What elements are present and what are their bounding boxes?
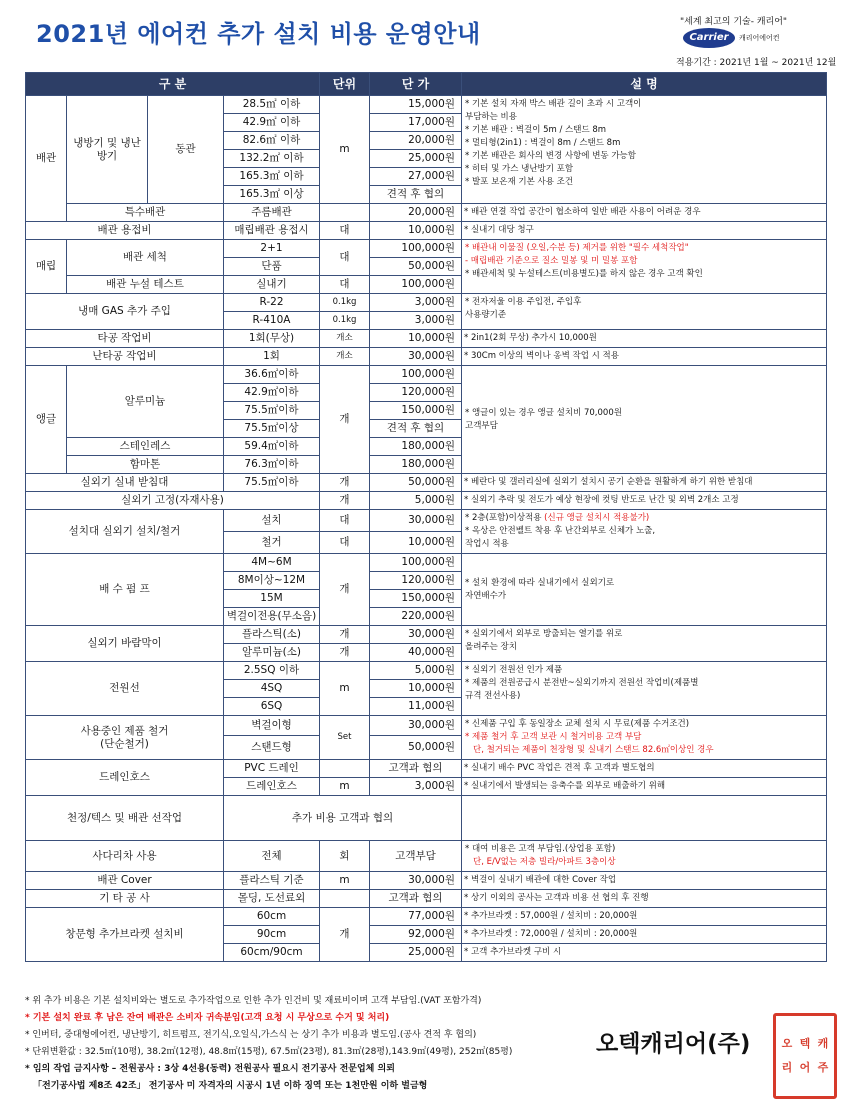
table-row: 타공 작업비 1회(무상) 개소 10,000원 * 2in1(2회 무상) 추가시 10,000원 <box>26 330 827 348</box>
table-row: 실외기 바람막이 플라스틱(소) 개 30,000원 * 실외기에서 외부로 방출되는 열기를 위로 올려주는 장치 <box>26 626 827 644</box>
page-title: 2021년 에어컨 추가 설치 비용 운영안내 <box>36 20 481 48</box>
table-row: 창문형 추가브라켓 설치비 60cm 개 77,000원 * 추가브라켓 : 57,000원 / 설치비 : 20,000원 <box>26 908 827 926</box>
table-row: 60cm/90cm 25,000원 * 고객 추가브라켓 구비 시 <box>26 944 827 962</box>
table-row: 스테인레스 59.4㎡이하 180,000원 <box>26 438 827 456</box>
header-category: 구 분 <box>26 73 320 96</box>
table-row: 배관 용접비 매립배관 용접시 대 10,000원 * 실내기 대당 청구 <box>26 222 827 240</box>
table-row: 드레인호스 PVC 드레인 고객과 협의 * 실내기 배수 PVC 작업은 견적 후 고객과 별도협의 <box>26 760 827 778</box>
slogan: "세계 최고의 기술- 캐리어" <box>680 17 788 27</box>
table-row <box>26 96 827 114</box>
period: 적용기간 : 2021년 1월 ~ 2021년 12월 <box>676 58 837 68</box>
footnote: 「전기공사법 제8조 42조」 전기공사 미 자격자의 시공시 1년 이하 징역 또는 1천만원 이하 벌금형 <box>33 1081 428 1091</box>
table-row: 사용중인 제품 철거 (단순철거) 벽걸이형 Set 30,000원 * 신제품 구입 후 동일장소 교체 설치 시 무료(제품 수거조건) * 제품 철거 후 고객 보관 시 철거비용 고객 부담 단, 철거되는 제품이 천장형 및 실내기 스탠드 82.6㎡이상인 경우 <box>26 716 827 736</box>
table-row: 165.3㎡ 이상 견적 후 협의 <box>26 186 827 204</box>
table-row: 알루미늄(소) 개 40,000원 <box>26 644 827 662</box>
price-table <box>25 72 827 962</box>
table-row: 기 타 공 사 몰딩, 도선료외 고객과 협의 * 상기 이외의 공사는 고객과 비용 선 협의 후 진행 <box>26 890 827 908</box>
table-row: 단품 50,000원 <box>26 258 827 276</box>
table-row: 배관 Cover 플라스틱 기준 m 30,000원 * 벽걸이 실내기 배관에 대한 Cover 작업 <box>26 872 827 890</box>
table-row: 철거 대 10,000원 <box>26 532 827 554</box>
table-row: 82.6㎡ 이하 20,000원 <box>26 132 827 150</box>
table-row: 실외기 실내 받침대 75.5㎡이하 개 50,000원 * 베란다 및 갤러리실에 실외기 설치시 공기 순환을 원활하게 하기 위한 받침대 <box>26 474 827 492</box>
table-row: 난타공 작업비 1회 개소 30,000원 * 30Cm 이상의 벽이나 옹벽 작업 시 적용 <box>26 348 827 366</box>
footnote: * 기본 설치 완료 후 남은 잔여 배관은 소비자 귀속분임(고객 요청 시 무상으로 수거 및 처리) <box>25 1013 390 1023</box>
table-row: 15M 150,000원 <box>26 590 827 608</box>
table-row: 천정/텍스 및 배관 선작업 추가 비용 고객과 협의 <box>26 796 827 841</box>
footnote: * 인버터, 중대형에어컨, 냉난방기, 히트펌프, 전기식,오일식,가스식 는 상기 추가 비용과 별도임.(공사 견적 후 협의) <box>25 1030 477 1040</box>
table-row: 75.5㎡이하 150,000원 <box>26 402 827 420</box>
table-row: 실외기 고정(자재사용) 개 5,000원 * 실외기 추락 및 전도가 예상 현장에 컷팅 반도로 난간 및 외벽 2개소 고정 <box>26 492 827 510</box>
table-row: 4SQ 10,000원 <box>26 680 827 698</box>
company-name: 오텍캐리어(주) <box>596 1031 751 1057</box>
table-row: 함마톤 76.3㎡이하 180,000원 <box>26 456 827 474</box>
table-header <box>26 73 827 96</box>
table-row: 스탠드형 50,000원 <box>26 736 827 760</box>
table-row: 드레인호스 m 3,000원 * 실내기에서 발생되는 응축수를 외부로 배출하기 위해 <box>26 778 827 796</box>
table-row: 설치대 실외기 설치/철거 설치 대 30,000원 * 2층(포함)이상적용 (신규 앵글 설치시 적용불가) * 옥상은 안전벨트 착용 후 난간외부로 신체가 노출, 작업시 적용 <box>26 510 827 532</box>
table-row: 특수배관 주름배관 20,000원 * 배관 연결 작업 공간이 협소하여 일반 배관 사용이 어려운 경우 <box>26 204 827 222</box>
sub-aircon: 냉방기 및 냉난방기 <box>67 96 148 204</box>
table-row: 132.2㎡ 이하 25,000원 <box>26 150 827 168</box>
header-unit: 단위 <box>320 73 370 96</box>
table-row: 6SQ 11,000원 <box>26 698 827 716</box>
table-row: 42.9㎡이하 120,000원 <box>26 384 827 402</box>
price: 15,000원 <box>370 96 462 114</box>
table-row: 냉매 GAS 추가 주입 R-22 0.1kg 3,000원 * 전자저울 이용 주입전, 주입후 사용량기준 <box>26 294 827 312</box>
table-row: 사다리차 사용 전체 회 고객부담 * 대여 비용은 고객 부담임.(상업용 포함) 단, E/V없는 저층 빌라/아파트 3층이상 <box>26 841 827 872</box>
cat-piping: 배관 <box>26 96 67 222</box>
table-row: R-410A 0.1kg 3,000원 <box>26 312 827 330</box>
table-row: 8M이상~12M 120,000원 <box>26 572 827 590</box>
table-row: 앵글 알루미늄 36.6㎡이하 개 100,000원 * 앵글이 있는 경우 앵글 설치비 70,000원 고객부담 <box>26 366 827 384</box>
company-seal: 오 텍 캐 리 어 주 <box>773 1013 837 1099</box>
table-row: 전원선 2.5SQ 이하 m 5,000원 * 실외기 전원선 인가 제품 * 제품의 전원공급시 분전반~실외기까지 전원선 작업비(제품별 규격 전선사용) <box>26 662 827 680</box>
copper: 동관 <box>148 96 224 204</box>
table-row: 165.3㎡ 이하 27,000원 <box>26 168 827 186</box>
footnote: * 단위변환값 : 32.5㎡(10평), 38.2㎡(12평), 48.8㎡(15평), 67.5㎡(23평), 81.3㎡(28평),143.9㎡(49평), 252㎡(85평) <box>25 1047 513 1057</box>
table-row: 75.5㎡이상 견적 후 협의 <box>26 420 827 438</box>
table-row: 배관 누설 테스트 실내기 대 100,000원 <box>26 276 827 294</box>
note-piping: * 기본 설치 자재 박스 배관 길이 초과 시 고객이 부담하는 비용 * 기본 배관 : 벽걸이 5m / 스탠드 8m * 멀티형(2in1) : 벽걸이 8m / 스탠드 8m * 기본 배관은 회사의 변경 사항에 변동 가능함 * 히터 및 가스 냉난방기 포함 * 발포 보온재 기본 사용 조건 <box>462 96 827 204</box>
footnotes <box>25 993 585 1095</box>
table-row: 90cm 92,000원 * 추가브라켓 : 72,000원 / 설치비 : 20,000원 <box>26 926 827 944</box>
carrier-logo: Carrier <box>683 28 735 48</box>
footnote: * 위 추가 비용은 기본 설치비와는 별도로 추가작업으로 인한 추가 인건비 및 재료비이며 고객 부담임.(VAT 포함가격) <box>25 996 482 1006</box>
table-row: 벽걸이전용(무소음) 220,000원 <box>26 608 827 626</box>
carrier-logo-text: 캐리어에어컨 <box>739 34 780 42</box>
table-row: 배 수 펌 프 4M~6M 개 100,000원 * 설치 환경에 따라 실내기에서 실외기로 자연배수가 <box>26 554 827 572</box>
unit: m <box>320 96 370 204</box>
spec: 28.5㎡ 이하 <box>224 96 320 114</box>
header-price: 단 가 <box>370 73 462 96</box>
table-row: 42.9㎡ 이하 17,000원 <box>26 114 827 132</box>
footnote: * 임의 작업 금지사항 – 전원공사 : 3상 4선용(동력) 전원공사 필요시 전기공사 전문업체 의뢰 <box>25 1064 395 1074</box>
table-row: 매립 배관 세척 2+1 대 100,000원 * 배관내 이물질 (오일,수분 등) 제거를 위한 "필수 세척작업" - 매립배관 기준으로 질소 밀봉 및 미 밀봉 포함 * 배관세척 및 누설테스트(비용별도)를 하지 않은 경우 고객 확인 <box>26 240 827 258</box>
header-desc: 설 명 <box>462 73 827 96</box>
